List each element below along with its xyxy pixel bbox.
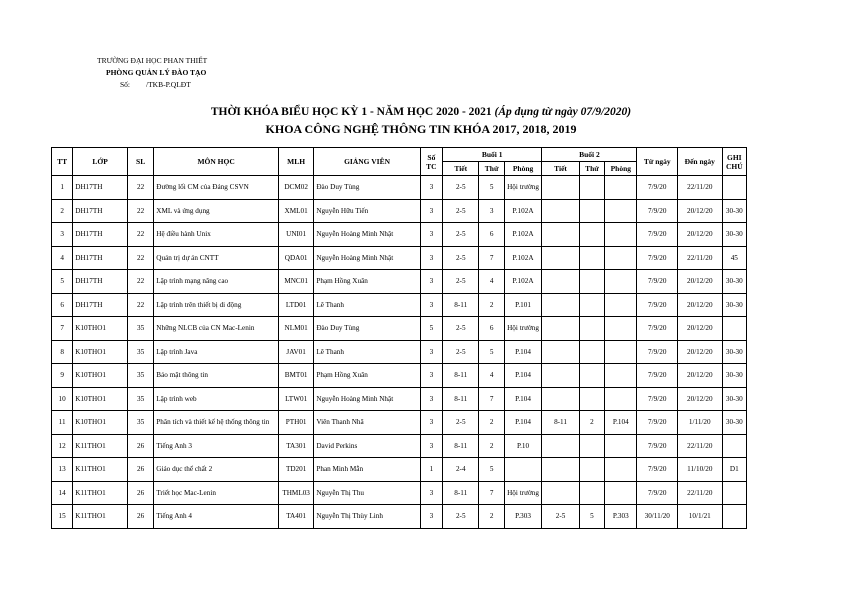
credits-cell: 3 [420, 387, 442, 411]
class-code-cell: K10THO1 [73, 387, 128, 411]
session2-periods-cell [542, 246, 579, 270]
start-date-cell: 7/9/20 [637, 411, 678, 435]
end-date-cell: 20/12/20 [678, 270, 723, 294]
session2-periods-cell [542, 340, 579, 364]
session2-day-cell [579, 387, 604, 411]
table-row [52, 293, 747, 317]
start-date-cell: 7/9/20 [637, 223, 678, 247]
session2-room-cell [605, 340, 637, 364]
student-count-cell: 22 [127, 199, 153, 223]
course-code-cell: JAV01 [278, 340, 313, 364]
course-code-cell: UNI01 [278, 223, 313, 247]
lecturer-cell: Nguyễn Hoàng Minh Nhật [314, 246, 420, 270]
table-row [52, 434, 747, 458]
session1-periods-cell: 8-11 [443, 434, 479, 458]
session1-day-cell: 7 [479, 481, 504, 505]
class-code-cell: K10THO1 [73, 317, 128, 341]
session1-day-cell: 4 [479, 270, 504, 294]
session1-periods-cell: 2-5 [443, 199, 479, 223]
session1-day-cell: 4 [479, 364, 504, 388]
session2-day-cell [579, 340, 604, 364]
session1-day-cell: 2 [479, 505, 504, 529]
session1-periods-cell: 2-5 [443, 270, 479, 294]
start-date-cell: 7/9/20 [637, 340, 678, 364]
table-row [52, 458, 747, 482]
session2-room-cell: P.303 [605, 505, 637, 529]
col-thu-1: Thứ [479, 162, 504, 176]
col-thu-2: Thứ [579, 162, 604, 176]
class-code-cell: K10THO1 [73, 364, 128, 388]
col-tiet-2: Tiết [542, 162, 579, 176]
row-number-cell: 13 [52, 458, 73, 482]
end-date-cell: 10/1/21 [678, 505, 723, 529]
lecturer-cell: Nguyễn Thị Thu [314, 481, 420, 505]
table-row [52, 199, 747, 223]
session1-room-cell: P.10 [504, 434, 541, 458]
credits-cell: 3 [420, 246, 442, 270]
session1-periods-cell: 8-11 [443, 293, 479, 317]
session1-day-cell: 3 [479, 199, 504, 223]
course-name-cell: Lập trình trên thiết bị di động [154, 293, 279, 317]
lecturer-cell: Phan Minh Mẫn [314, 458, 420, 482]
session1-day-cell: 5 [479, 458, 504, 482]
course-code-cell: NLM01 [278, 317, 313, 341]
document-code: /TKB-P.QLĐT [146, 80, 191, 89]
table-row [52, 317, 747, 341]
table-header-row [52, 148, 747, 162]
session2-room-cell [605, 458, 637, 482]
session2-day-cell: 5 [579, 505, 604, 529]
course-name-cell: Tiếng Anh 3 [154, 434, 279, 458]
course-code-cell: MNC01 [278, 270, 313, 294]
start-date-cell: 7/9/20 [637, 176, 678, 200]
end-date-cell: 20/12/20 [678, 199, 723, 223]
end-date-cell: 11/10/20 [678, 458, 723, 482]
table-row [52, 364, 747, 388]
course-name-cell: Quản trị dự án CNTT [154, 246, 279, 270]
col-mon-hoc: MÔN HỌC [154, 148, 279, 176]
session2-periods-cell [542, 176, 579, 200]
session2-periods-cell: 8-11 [542, 411, 579, 435]
table-row [52, 411, 747, 435]
session2-day-cell [579, 364, 604, 388]
table-row [52, 387, 747, 411]
title-note: (Áp dụng từ ngày 07/9/2020) [494, 106, 632, 118]
session2-periods-cell [542, 434, 579, 458]
note-cell: 30-30 [722, 387, 746, 411]
end-date-cell: 20/12/20 [678, 223, 723, 247]
start-date-cell: 7/9/20 [637, 270, 678, 294]
note-cell: 30-30 [722, 223, 746, 247]
session2-periods-cell [542, 199, 579, 223]
session1-room-cell: P.101 [504, 293, 541, 317]
document-number [120, 79, 191, 91]
credits-cell: 3 [420, 481, 442, 505]
note-cell: 30-30 [722, 270, 746, 294]
end-date-cell: 22/11/20 [678, 176, 723, 200]
student-count-cell: 22 [127, 176, 153, 200]
session1-room-cell: P.303 [504, 505, 541, 529]
session1-day-cell: 2 [479, 434, 504, 458]
credits-cell: 3 [420, 364, 442, 388]
row-number-cell: 8 [52, 340, 73, 364]
credits-cell: 3 [420, 176, 442, 200]
lecturer-cell: Nguyễn Hoàng Minh Nhật [314, 223, 420, 247]
faculty-title: KHOA CÔNG NGHỆ THÔNG TIN KHÓA 2017, 2018, 2019 [265, 122, 577, 136]
row-number-cell: 7 [52, 317, 73, 341]
student-count-cell: 22 [127, 246, 153, 270]
course-name-cell: Lập trình web [154, 387, 279, 411]
col-ghi-chu: GHI CHÚ [722, 148, 746, 176]
session1-day-cell: 2 [479, 293, 504, 317]
col-so-tc: Số TC [420, 148, 442, 176]
session1-room-cell: P.104 [504, 340, 541, 364]
lecturer-cell: Nguyễn Hoàng Minh Nhật [314, 387, 420, 411]
session2-day-cell [579, 317, 604, 341]
course-name-cell: Tiếng Anh 4 [154, 505, 279, 529]
end-date-cell: 20/12/20 [678, 340, 723, 364]
session2-day-cell [579, 223, 604, 247]
start-date-cell: 7/9/20 [637, 481, 678, 505]
credits-cell: 1 [420, 458, 442, 482]
session2-periods-cell [542, 458, 579, 482]
class-code-cell: K11THO1 [73, 481, 128, 505]
class-code-cell: K11THO1 [73, 458, 128, 482]
class-code-cell: K10THO1 [73, 411, 128, 435]
row-number-cell: 15 [52, 505, 73, 529]
session2-room-cell [605, 293, 637, 317]
session1-room-cell: P.102A [504, 223, 541, 247]
session2-periods-cell [542, 364, 579, 388]
note-cell [722, 434, 746, 458]
session1-room-cell: P.104 [504, 364, 541, 388]
col-giang-vien: GIẢNG VIÊN [314, 148, 420, 176]
start-date-cell: 7/9/20 [637, 458, 678, 482]
session1-room-cell: P.102A [504, 199, 541, 223]
student-count-cell: 35 [127, 387, 153, 411]
note-cell [722, 317, 746, 341]
session2-room-cell [605, 317, 637, 341]
course-name-cell: Hệ điều hành Unix [154, 223, 279, 247]
document-number-label: Số: [120, 80, 131, 89]
university-name: TRƯỜNG ĐẠI HỌC PHAN THIẾT [97, 56, 208, 65]
session2-room-cell [605, 199, 637, 223]
session2-day-cell [579, 458, 604, 482]
row-number-cell: 12 [52, 434, 73, 458]
course-name-cell: Triết học Mac-Lenin [154, 481, 279, 505]
session1-periods-cell: 2-5 [443, 411, 479, 435]
session2-periods-cell [542, 270, 579, 294]
session2-day-cell [579, 481, 604, 505]
session1-room-cell [504, 458, 541, 482]
lecturer-cell: Lê Thanh [314, 293, 420, 317]
class-code-cell: DH17TH [73, 223, 128, 247]
session1-room-cell: Hội trường [504, 317, 541, 341]
col-phong-1: Phòng [504, 162, 541, 176]
table-row [52, 223, 747, 247]
student-count-cell: 22 [127, 223, 153, 247]
course-name-cell: Phân tích và thiết kế hệ thống thông tin [154, 411, 279, 435]
note-cell: 45 [722, 246, 746, 270]
session1-room-cell: P.102A [504, 270, 541, 294]
session2-day-cell [579, 199, 604, 223]
start-date-cell: 7/9/20 [637, 199, 678, 223]
row-number-cell: 3 [52, 223, 73, 247]
row-number-cell: 10 [52, 387, 73, 411]
course-code-cell: TD201 [278, 458, 313, 482]
session1-periods-cell: 2-5 [443, 223, 479, 247]
col-buoi-2: Buổi 2 [542, 148, 637, 162]
session1-room-cell: P.102A [504, 246, 541, 270]
student-count-cell: 35 [127, 340, 153, 364]
credits-cell: 3 [420, 340, 442, 364]
course-code-cell: XML01 [278, 199, 313, 223]
note-cell: 30-30 [722, 293, 746, 317]
note-cell: 30-30 [722, 364, 746, 388]
col-tt: TT [52, 148, 73, 176]
session1-periods-cell: 8-11 [443, 364, 479, 388]
start-date-cell: 30/11/20 [637, 505, 678, 529]
start-date-cell: 7/9/20 [637, 317, 678, 341]
session2-day-cell [579, 270, 604, 294]
credits-cell: 3 [420, 270, 442, 294]
session2-periods-cell [542, 387, 579, 411]
session2-day-cell [579, 246, 604, 270]
session1-periods-cell: 8-11 [443, 481, 479, 505]
end-date-cell: 20/12/20 [678, 364, 723, 388]
lecturer-cell: Lê Thanh [314, 340, 420, 364]
session2-periods-cell [542, 317, 579, 341]
session2-room-cell [605, 481, 637, 505]
course-code-cell: TA401 [278, 505, 313, 529]
session1-periods-cell: 2-5 [443, 340, 479, 364]
session2-room-cell [605, 246, 637, 270]
class-code-cell: DH17TH [73, 176, 128, 200]
credits-cell: 3 [420, 223, 442, 247]
start-date-cell: 7/9/20 [637, 387, 678, 411]
session2-periods-cell [542, 481, 579, 505]
session1-day-cell: 6 [479, 317, 504, 341]
session1-periods-cell: 2-5 [443, 505, 479, 529]
session2-day-cell [579, 176, 604, 200]
lecturer-cell: Nguyễn Thị Thùy Linh [314, 505, 420, 529]
session2-room-cell [605, 270, 637, 294]
row-number-cell: 2 [52, 199, 73, 223]
session1-day-cell: 7 [479, 246, 504, 270]
session2-room-cell [605, 387, 637, 411]
end-date-cell: 20/12/20 [678, 387, 723, 411]
end-date-cell: 22/11/20 [678, 434, 723, 458]
session2-room-cell [605, 176, 637, 200]
table-row [52, 340, 747, 364]
student-count-cell: 26 [127, 481, 153, 505]
row-number-cell: 14 [52, 481, 73, 505]
lecturer-cell: Phạm Hồng Xuân [314, 364, 420, 388]
col-den-ngay: Đến ngày [678, 148, 723, 176]
class-code-cell: K11THO1 [73, 434, 128, 458]
course-code-cell: PTH01 [278, 411, 313, 435]
note-cell: 30-30 [722, 340, 746, 364]
course-name-cell: Những NLCB của CN Mac-Lenin [154, 317, 279, 341]
class-code-cell: DH17TH [73, 199, 128, 223]
course-code-cell: QDA01 [278, 246, 313, 270]
row-number-cell: 11 [52, 411, 73, 435]
course-name-cell: Lập trình Java [154, 340, 279, 364]
session1-room-cell: Hội trường [504, 176, 541, 200]
col-buoi-1: Buổi 1 [443, 148, 542, 162]
end-date-cell: 20/12/20 [678, 317, 723, 341]
class-code-cell: DH17TH [73, 293, 128, 317]
start-date-cell: 7/9/20 [637, 434, 678, 458]
session2-periods-cell: 2-5 [542, 505, 579, 529]
session1-day-cell: 6 [479, 223, 504, 247]
start-date-cell: 7/9/20 [637, 246, 678, 270]
table-row [52, 270, 747, 294]
lecturer-cell: David Perkins [314, 434, 420, 458]
row-number-cell: 5 [52, 270, 73, 294]
end-date-cell: 1/11/20 [678, 411, 723, 435]
course-name-cell: Lập trình mạng nâng cao [154, 270, 279, 294]
session2-day-cell [579, 293, 604, 317]
note-cell: 30-30 [722, 199, 746, 223]
session1-room-cell: Hội trường [504, 481, 541, 505]
session1-room-cell: P.104 [504, 411, 541, 435]
col-phong-2: Phòng [605, 162, 637, 176]
col-mlh: MLH [278, 148, 313, 176]
col-tu-ngay: Từ ngày [637, 148, 678, 176]
student-count-cell: 35 [127, 317, 153, 341]
session1-periods-cell: 2-5 [443, 176, 479, 200]
session1-day-cell: 2 [479, 411, 504, 435]
session2-day-cell: 2 [579, 411, 604, 435]
department-name: PHÒNG QUẢN LÝ ĐÀO TẠO [106, 68, 207, 77]
student-count-cell: 26 [127, 458, 153, 482]
student-count-cell: 22 [127, 270, 153, 294]
session1-room-cell: P.104 [504, 387, 541, 411]
lecturer-cell: Nguyễn Hữu Tiến [314, 199, 420, 223]
course-name-cell: XML và ứng dụng [154, 199, 279, 223]
end-date-cell: 20/12/20 [678, 293, 723, 317]
class-code-cell: K11THO1 [73, 505, 128, 529]
lecturer-cell: Phạm Hồng Xuân [314, 270, 420, 294]
row-number-cell: 9 [52, 364, 73, 388]
session1-day-cell: 7 [479, 387, 504, 411]
credits-cell: 5 [420, 317, 442, 341]
table-row [52, 481, 747, 505]
table-row [52, 505, 747, 529]
row-number-cell: 6 [52, 293, 73, 317]
credits-cell: 3 [420, 505, 442, 529]
lecturer-cell: Đào Duy Tùng [314, 176, 420, 200]
course-code-cell: THML03 [278, 481, 313, 505]
session2-day-cell [579, 434, 604, 458]
credits-cell: 3 [420, 411, 442, 435]
title-main: THỜI KHÓA BIỂU HỌC KỲ 1 - NĂM HỌC 2020 - 2021 [210, 106, 495, 118]
student-count-cell: 35 [127, 411, 153, 435]
note-cell [722, 505, 746, 529]
table-row [52, 176, 747, 200]
student-count-cell: 22 [127, 293, 153, 317]
credits-cell: 3 [420, 293, 442, 317]
course-name-cell: Bảo mật thông tin [154, 364, 279, 388]
class-code-cell: DH17TH [73, 246, 128, 270]
row-number-cell: 4 [52, 246, 73, 270]
note-cell: D1 [722, 458, 746, 482]
course-name-cell: Giáo dục thể chất 2 [154, 458, 279, 482]
start-date-cell: 7/9/20 [637, 293, 678, 317]
session2-periods-cell [542, 293, 579, 317]
course-code-cell: LTW01 [278, 387, 313, 411]
row-number-cell: 1 [52, 176, 73, 200]
session1-periods-cell: 2-5 [443, 246, 479, 270]
course-code-cell: LTD01 [278, 293, 313, 317]
lecturer-cell: Đào Duy Tùng [314, 317, 420, 341]
credits-cell: 3 [420, 199, 442, 223]
session1-periods-cell: 2-5 [443, 317, 479, 341]
session2-room-cell [605, 434, 637, 458]
session1-day-cell: 5 [479, 340, 504, 364]
session1-day-cell: 5 [479, 176, 504, 200]
student-count-cell: 26 [127, 505, 153, 529]
page-title [0, 106, 842, 118]
note-cell [722, 176, 746, 200]
session2-room-cell: P.104 [605, 411, 637, 435]
student-count-cell: 35 [127, 364, 153, 388]
end-date-cell: 22/11/20 [678, 481, 723, 505]
end-date-cell: 22/11/20 [678, 246, 723, 270]
course-name-cell: Đường lối CM của Đảng CSVN [154, 176, 279, 200]
col-sl: SL [127, 148, 153, 176]
session1-periods-cell: 2-4 [443, 458, 479, 482]
start-date-cell: 7/9/20 [637, 364, 678, 388]
student-count-cell: 26 [127, 434, 153, 458]
session2-periods-cell [542, 223, 579, 247]
table-row [52, 246, 747, 270]
session1-periods-cell: 8-11 [443, 387, 479, 411]
session2-room-cell [605, 223, 637, 247]
course-code-cell: BMT01 [278, 364, 313, 388]
course-code-cell: DCM02 [278, 176, 313, 200]
course-code-cell: TA301 [278, 434, 313, 458]
session2-room-cell [605, 364, 637, 388]
class-code-cell: K10THO1 [73, 340, 128, 364]
lecturer-cell: Viên Thanh Nhã [314, 411, 420, 435]
schedule-table [51, 147, 747, 529]
credits-cell: 3 [420, 434, 442, 458]
note-cell: 30-30 [722, 411, 746, 435]
col-tiet-1: Tiết [443, 162, 479, 176]
col-lop: LỚP [73, 148, 128, 176]
class-code-cell: DH17TH [73, 270, 128, 294]
note-cell [722, 481, 746, 505]
